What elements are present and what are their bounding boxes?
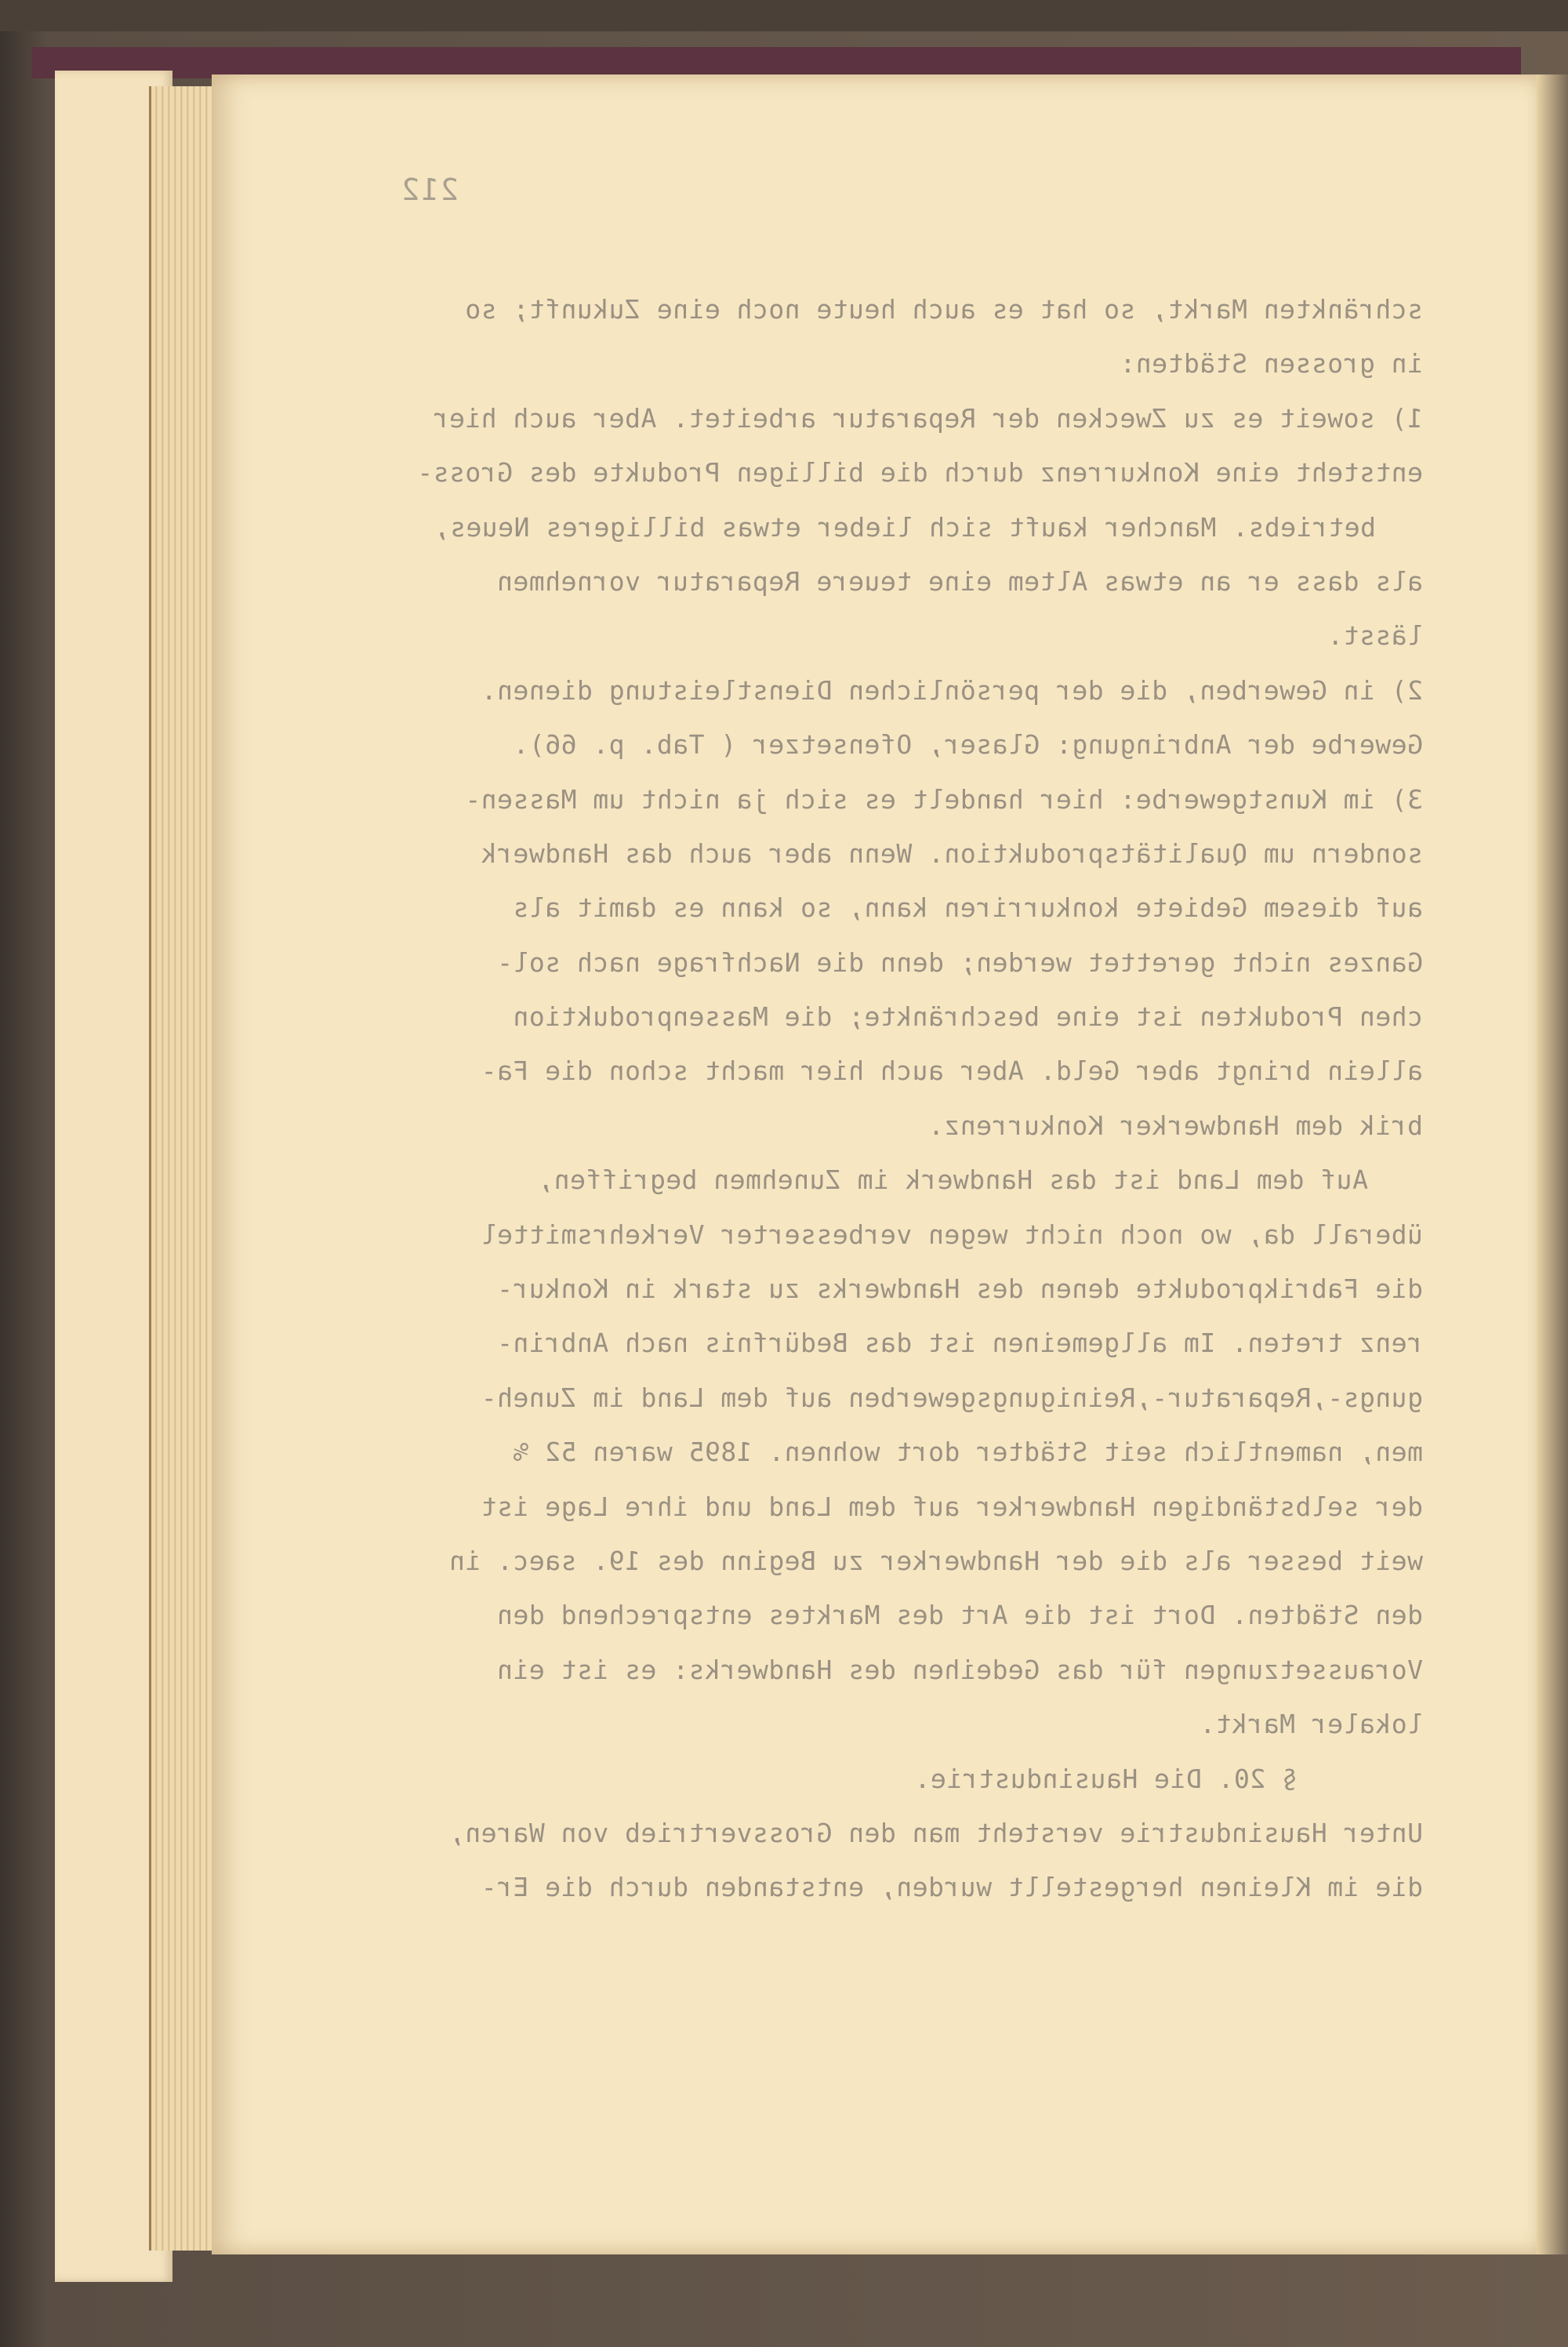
text-line: als dass er an etwas Altem eine teuere Reparatur vornehmen	[496, 565, 1423, 597]
text-line: Unter Hausindustrie versteht man den Grossvertrieb von Waren,	[448, 1817, 1423, 1848]
text-line: überall da, wo noch nicht wegen verbesserter Verkehrsmittel	[481, 1219, 1423, 1250]
text-line: 2) in Gewerben, die der persönlichen Dienstleistung dienen.	[481, 674, 1423, 706]
text-line: Gewerbe der Anbringung: Glaser, Ofensetzer ( Tab. p. 66).	[513, 729, 1423, 761]
text-line: sondern um Qualitätsproduktion. Wenn aber auch das Handwerk	[481, 837, 1423, 869]
cover-binding	[31, 47, 1521, 78]
text-line: der selbständigen Handwerker auf dem Land und ihre Lage ist	[481, 1491, 1423, 1522]
text-line: renz treten. Im allgemeinen ist das Bedürfnis nach Anbrin-	[496, 1328, 1423, 1359]
text-line: lässt.	[1327, 620, 1423, 652]
text-line: § 20. Die Hausindustrie.	[914, 1763, 1298, 1794]
page-number: 212	[400, 173, 459, 207]
text-line: in grossen Städten:	[1120, 348, 1423, 380]
text-line: den Städten. Dort ist die Art des Marktes entsprechend den	[496, 1600, 1423, 1631]
bleed-through-text	[325, 282, 1423, 1915]
text-line: lokaler Markt.	[1199, 1709, 1423, 1740]
text-line: brik dem Handwerker Konkurrenz.	[927, 1110, 1423, 1141]
text-line: Auf dem Land ist das Handwerk im Zunehmen begriffen,	[537, 1164, 1368, 1196]
text-line: allein bringt aber Geld. Aber auch hier macht schon die Fa-	[481, 1055, 1423, 1087]
text-line: gungs-,Reparatur-,Reinigungsgewerben auf dem Land im Zuneh-	[481, 1382, 1423, 1413]
text-line: weit besser als die der Handwerker zu Beginn des 19. saec. in	[448, 1545, 1423, 1576]
text-line: Ganzes nicht gerettet werden; denn die Nachfrage nach sol-	[496, 946, 1423, 978]
text-line: 1) soweit es zu Zwecken der Reparatur arbeitet. Aber auch hier	[433, 402, 1423, 434]
text-line: die Fabrikprodukte denen des Handwerks zu stark in Konkur-	[496, 1273, 1423, 1305]
text-line: betriebs. Mancher kauft sich lieber etwas billigeres Neues,	[434, 511, 1376, 543]
text-line: 3) im Kunstgewerbe: hier handelt es sich ja nicht um Massen-	[464, 783, 1423, 815]
text-line: Voraussetzungen für das Gedeihen des Handwerks: es ist ein	[496, 1654, 1423, 1685]
text-line: auf diesem Gebiete konkurriren kann, so kann es damit als	[513, 892, 1423, 924]
text-line: schränkten Markt, so hat es auch heute noch eine Zukunft; so	[464, 294, 1423, 325]
right-page-edge	[1537, 74, 1568, 2254]
text-line: chen Produkten ist eine beschränkte; die Massenproduktion	[513, 1001, 1423, 1033]
text-line: entsteht eine Konkurrenz durch die billigen Produkte des Gross-	[416, 457, 1423, 489]
text-line: die im Kleinen hergestellt wurden, entstanden durch die Er-	[481, 1872, 1423, 1903]
text-line: men, namentlich seit Städter dort wohnen. 1895 waren 52 %	[513, 1437, 1423, 1468]
